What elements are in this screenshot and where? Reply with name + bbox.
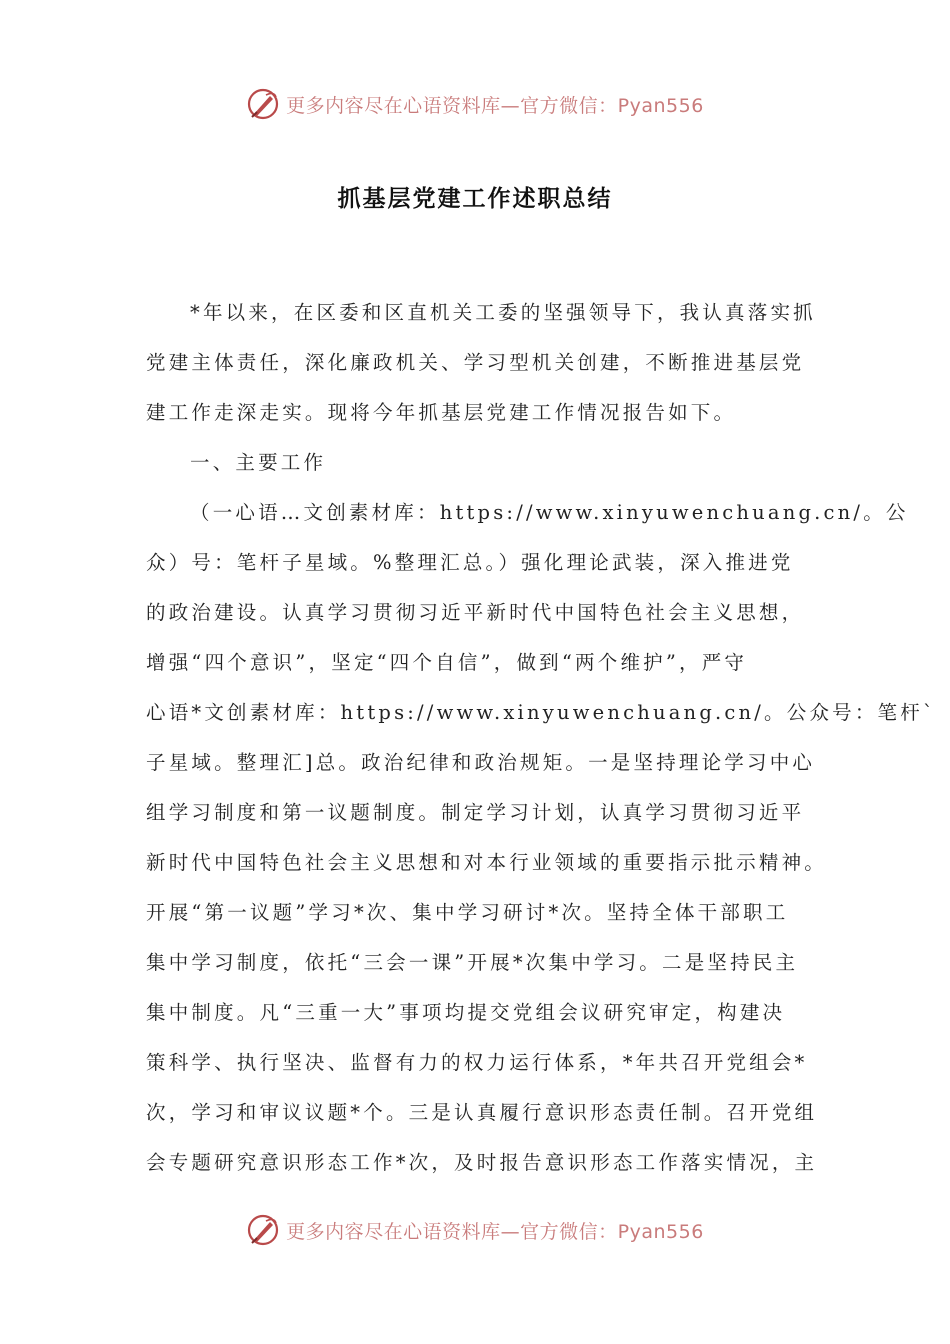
paragraph-line: 集中制度。凡“三重一大”事项均提交党组会议研究审定，构建决: [146, 1001, 786, 1024]
paragraph-line: 增强“四个意识”，坚定“四个自信”，做到“两个维护”，严守: [146, 651, 748, 674]
section-heading: 一、主要工作: [190, 451, 327, 474]
header-watermark-banner: [0, 82, 950, 126]
paragraph-line: 组学习制度和第一议题制度。制定学习计划，认真学习贯彻习近平: [146, 801, 805, 824]
paragraph-line: 众）号：笔杆子星域。%整理汇总。）强化理论武装，深入推进党: [146, 551, 794, 574]
watermark-text: 更多内容尽在心语资料库—官方微信：Pyan556: [286, 1220, 704, 1243]
paragraph-line: 的政治建设。认真学习贯彻习近平新时代中国特色社会主义思想，: [146, 601, 805, 624]
document-body: [146, 288, 936, 1188]
paragraph-line: （一心语…文创素材库：https://www.xinyuwenchuang.cn/。公: [190, 501, 909, 524]
paragraph-line: 开展“第一议题”学习*次、集中学习研讨*次。坚持全体干部职工: [146, 901, 789, 924]
paragraph-line: 子星域。整理汇]总。政治纪律和政治规矩。一是坚持理论学习中心: [146, 751, 816, 774]
paragraph-line: 会专题研究意识形态工作*次，及时报告意识形态工作落实情况，主: [146, 1151, 818, 1174]
paragraph-line: 集中学习制度，依托“三会一课”开展*次集中学习。二是坚持民主: [146, 951, 799, 974]
paragraph-line: 次，学习和审议议题*个。三是认真履行意识形态责任制。召开党组: [146, 1101, 818, 1124]
paragraph-line: 党建主体责任，深化廉政机关、学习型机关创建，不断推进基层党: [146, 351, 805, 374]
watermark-text: 更多内容尽在心语资料库—官方微信：Pyan556: [286, 94, 704, 117]
paragraph-line: 策科学、执行坚决、监督有力的权力运行体系，*年共召开党组会*: [146, 1051, 808, 1074]
paragraph-line: 建工作走深走实。现将今年抓基层党建工作情况报告如下。: [146, 401, 737, 424]
quill-logo-icon: [246, 87, 280, 121]
paragraph-line: *年以来，在区委和区直机关工委的坚强领导下，我认真落实抓: [190, 301, 816, 324]
quill-logo-icon: [246, 1213, 280, 1247]
document-title: 抓基层党建工作述职总结: [337, 185, 613, 212]
footer-watermark-banner: [0, 1208, 950, 1252]
paragraph-line: 新时代中国特色社会主义思想和对本行业领域的重要指示批示精神。: [146, 851, 828, 874]
paragraph-line: 心语*文创素材库：https://www.xinyuwenchuang.cn/。公众号：笔杆`: [146, 701, 936, 724]
